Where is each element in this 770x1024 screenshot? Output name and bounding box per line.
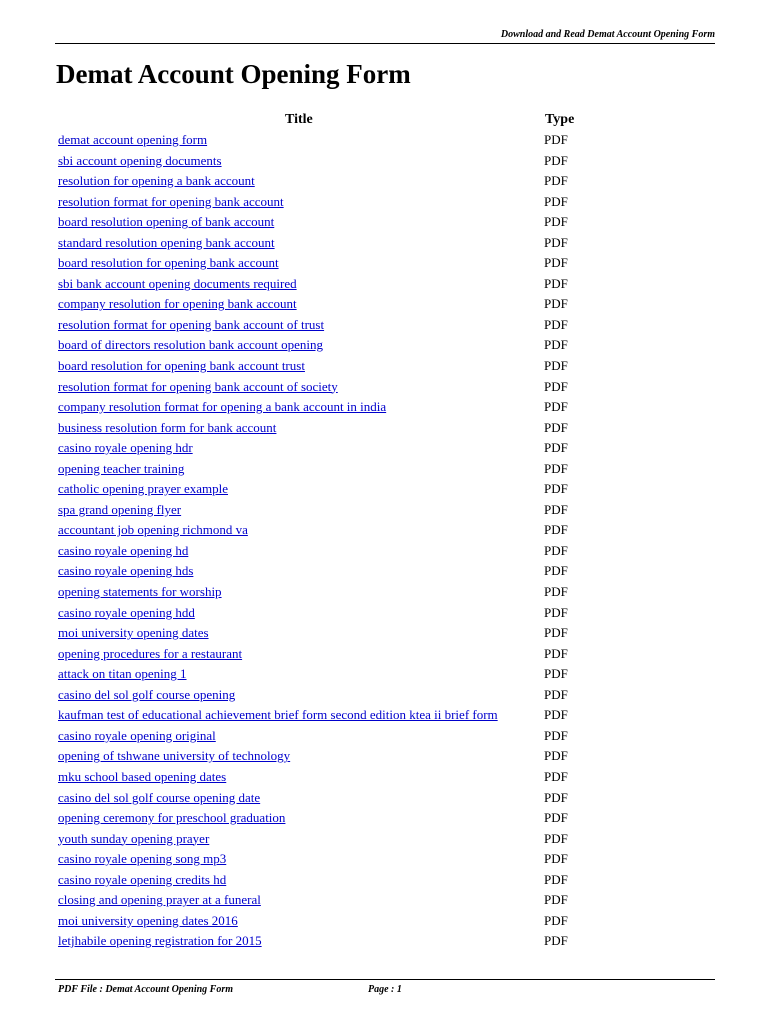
list-item	[58, 335, 620, 356]
list-item	[58, 356, 620, 377]
list-item	[58, 171, 620, 192]
document-type: PDF	[544, 625, 568, 641]
list-item	[58, 151, 620, 172]
document-type: PDF	[544, 419, 568, 435]
list-item	[58, 808, 620, 829]
document-type: PDF	[544, 522, 568, 538]
document-type: PDF	[544, 234, 568, 250]
document-link[interactable]: accountant job opening richmond va	[58, 522, 248, 538]
document-link[interactable]: opening ceremony for preschool graduation	[58, 810, 286, 826]
document-list	[58, 130, 620, 952]
list-item	[58, 623, 620, 644]
document-type: PDF	[544, 727, 568, 743]
document-type: PDF	[544, 645, 568, 661]
list-item	[58, 582, 620, 603]
document-type: PDF	[544, 933, 568, 949]
document-link[interactable]: resolution format for opening bank account	[58, 193, 284, 209]
document-type: PDF	[544, 173, 568, 189]
list-item	[58, 233, 620, 254]
document-type: PDF	[544, 132, 568, 147]
document-link[interactable]: letjhabile opening registration for 2015	[58, 933, 262, 949]
list-item	[58, 377, 620, 398]
list-item	[58, 274, 620, 295]
list-item	[58, 664, 620, 685]
document-link[interactable]: opening procedures for a restaurant	[58, 645, 243, 661]
list-item	[58, 418, 620, 439]
document-title: Demat Account Opening Form	[56, 59, 411, 89]
document-type: PDF	[544, 768, 568, 784]
document-link[interactable]: casino del sol golf course opening date	[58, 789, 261, 805]
list-item	[58, 788, 620, 809]
list-item	[58, 870, 620, 891]
document-type: PDF	[544, 810, 568, 826]
document-type: PDF	[544, 604, 568, 620]
list-item	[58, 541, 620, 562]
list-item	[58, 438, 620, 459]
list-item	[58, 315, 620, 336]
list-item	[58, 397, 620, 418]
document-type: PDF	[544, 501, 568, 517]
document-link[interactable]: mku school based opening dates	[58, 768, 227, 784]
document-type: PDF	[544, 542, 568, 558]
document-link[interactable]: casino royale opening hds	[58, 563, 194, 579]
list-item	[58, 726, 620, 747]
document-type: PDF	[544, 255, 568, 271]
list-item	[58, 890, 620, 911]
document-link[interactable]: resolution format for opening bank account of trust	[58, 316, 325, 332]
header-divider	[55, 43, 715, 44]
list-item	[58, 294, 620, 315]
document-type: PDF	[544, 440, 568, 456]
document-type: PDF	[544, 584, 568, 600]
list-item	[58, 500, 620, 521]
page-header: Download and Read Demat Account Opening Form	[500, 29, 715, 40]
list-item	[58, 644, 620, 665]
document-link[interactable]: casino royale opening hd	[58, 542, 189, 558]
document-link[interactable]: resolution format for opening bank account of society	[58, 378, 338, 394]
document-link[interactable]: standard resolution opening bank account	[58, 234, 275, 250]
footer-file-label: PDF File : Demat Account Opening Form	[58, 984, 234, 995]
document-type: PDF	[544, 296, 568, 312]
document-type: PDF	[544, 871, 568, 887]
document-link[interactable]: business resolution form for bank account	[58, 419, 277, 435]
document-link[interactable]: opening teacher training	[58, 460, 185, 476]
document-link[interactable]: board of directors resolution bank account opening	[58, 337, 323, 353]
document-link[interactable]: kaufman test of educational achievement brief form second edition ktea ii brief form	[58, 707, 498, 723]
document-type: PDF	[544, 666, 568, 682]
document-link[interactable]: casino royale opening credits hd	[58, 871, 227, 887]
list-item	[58, 459, 620, 480]
document-type: PDF	[544, 214, 568, 230]
document-type: PDF	[544, 152, 568, 168]
document-type: PDF	[544, 830, 568, 846]
column-header-title: Title	[285, 112, 313, 127]
document-link[interactable]: board resolution for opening bank account	[58, 255, 279, 271]
list-item	[58, 603, 620, 624]
document-type: PDF	[544, 337, 568, 353]
document-link[interactable]: casino royale opening hdr	[58, 440, 193, 456]
document-link[interactable]: moi university opening dates 2016	[58, 912, 238, 928]
document-type: PDF	[544, 275, 568, 291]
list-item	[58, 253, 620, 274]
list-item	[58, 931, 620, 952]
document-link[interactable]: board resolution for opening bank account trust	[58, 358, 305, 374]
document-link[interactable]: closing and opening prayer at a funeral	[58, 892, 261, 908]
document-link[interactable]: casino royale opening hdd	[58, 604, 195, 620]
document-link[interactable]: company resolution for opening bank account	[58, 296, 297, 312]
list-item	[58, 130, 620, 151]
document-type: PDF	[544, 563, 568, 579]
list-item	[58, 829, 620, 850]
document-link[interactable]: catholic opening prayer example	[58, 481, 229, 497]
document-link[interactable]: youth sunday opening prayer	[58, 830, 210, 846]
list-item	[58, 479, 620, 500]
document-type: PDF	[544, 686, 568, 702]
document-link[interactable]: casino del sol golf course opening	[58, 686, 236, 702]
document-type: PDF	[544, 789, 568, 805]
list-item	[58, 705, 620, 726]
document-type: PDF	[544, 460, 568, 476]
footer-page-number: Page : 1	[368, 984, 402, 995]
document-link[interactable]: sbi bank account opening documents required	[58, 275, 297, 291]
document-type: PDF	[544, 912, 568, 928]
list-item	[58, 212, 620, 233]
list-item	[58, 746, 620, 767]
list-item	[58, 911, 620, 932]
document-type: PDF	[544, 316, 568, 332]
document-link[interactable]: moi university opening dates	[58, 625, 209, 641]
document-type: PDF	[544, 358, 568, 374]
document-link[interactable]: attack on titan opening 1	[58, 666, 187, 682]
list-item	[58, 520, 620, 541]
document-type: PDF	[544, 193, 568, 209]
document-type: PDF	[544, 748, 568, 764]
list-item	[58, 767, 620, 788]
document-type: PDF	[544, 707, 568, 723]
document-link[interactable]: spa grand opening flyer	[58, 501, 182, 517]
document-link[interactable]: board resolution opening of bank account	[58, 214, 275, 230]
document-link[interactable]: resolution for opening a bank account	[58, 173, 255, 189]
document-type: PDF	[544, 378, 568, 394]
document-type: PDF	[544, 892, 568, 908]
list-item	[58, 192, 620, 213]
document-link[interactable]: casino royale opening song mp3	[58, 851, 227, 867]
document-link[interactable]: opening of tshwane university of technology	[58, 748, 291, 764]
list-item	[58, 685, 620, 706]
document-type: PDF	[544, 399, 568, 415]
document-type: PDF	[544, 481, 568, 497]
document-link[interactable]: sbi account opening documents	[58, 152, 222, 168]
list-item	[58, 561, 620, 582]
document-link[interactable]: company resolution format for opening a bank account in india	[58, 399, 387, 415]
document-link[interactable]: casino royale opening original	[58, 727, 216, 743]
footer-divider	[55, 979, 715, 980]
document-link[interactable]: opening statements for worship	[58, 584, 222, 600]
document-link[interactable]: demat account opening form	[58, 132, 208, 147]
column-header-type: Type	[545, 112, 575, 127]
list-item	[58, 849, 620, 870]
document-type: PDF	[544, 851, 568, 867]
